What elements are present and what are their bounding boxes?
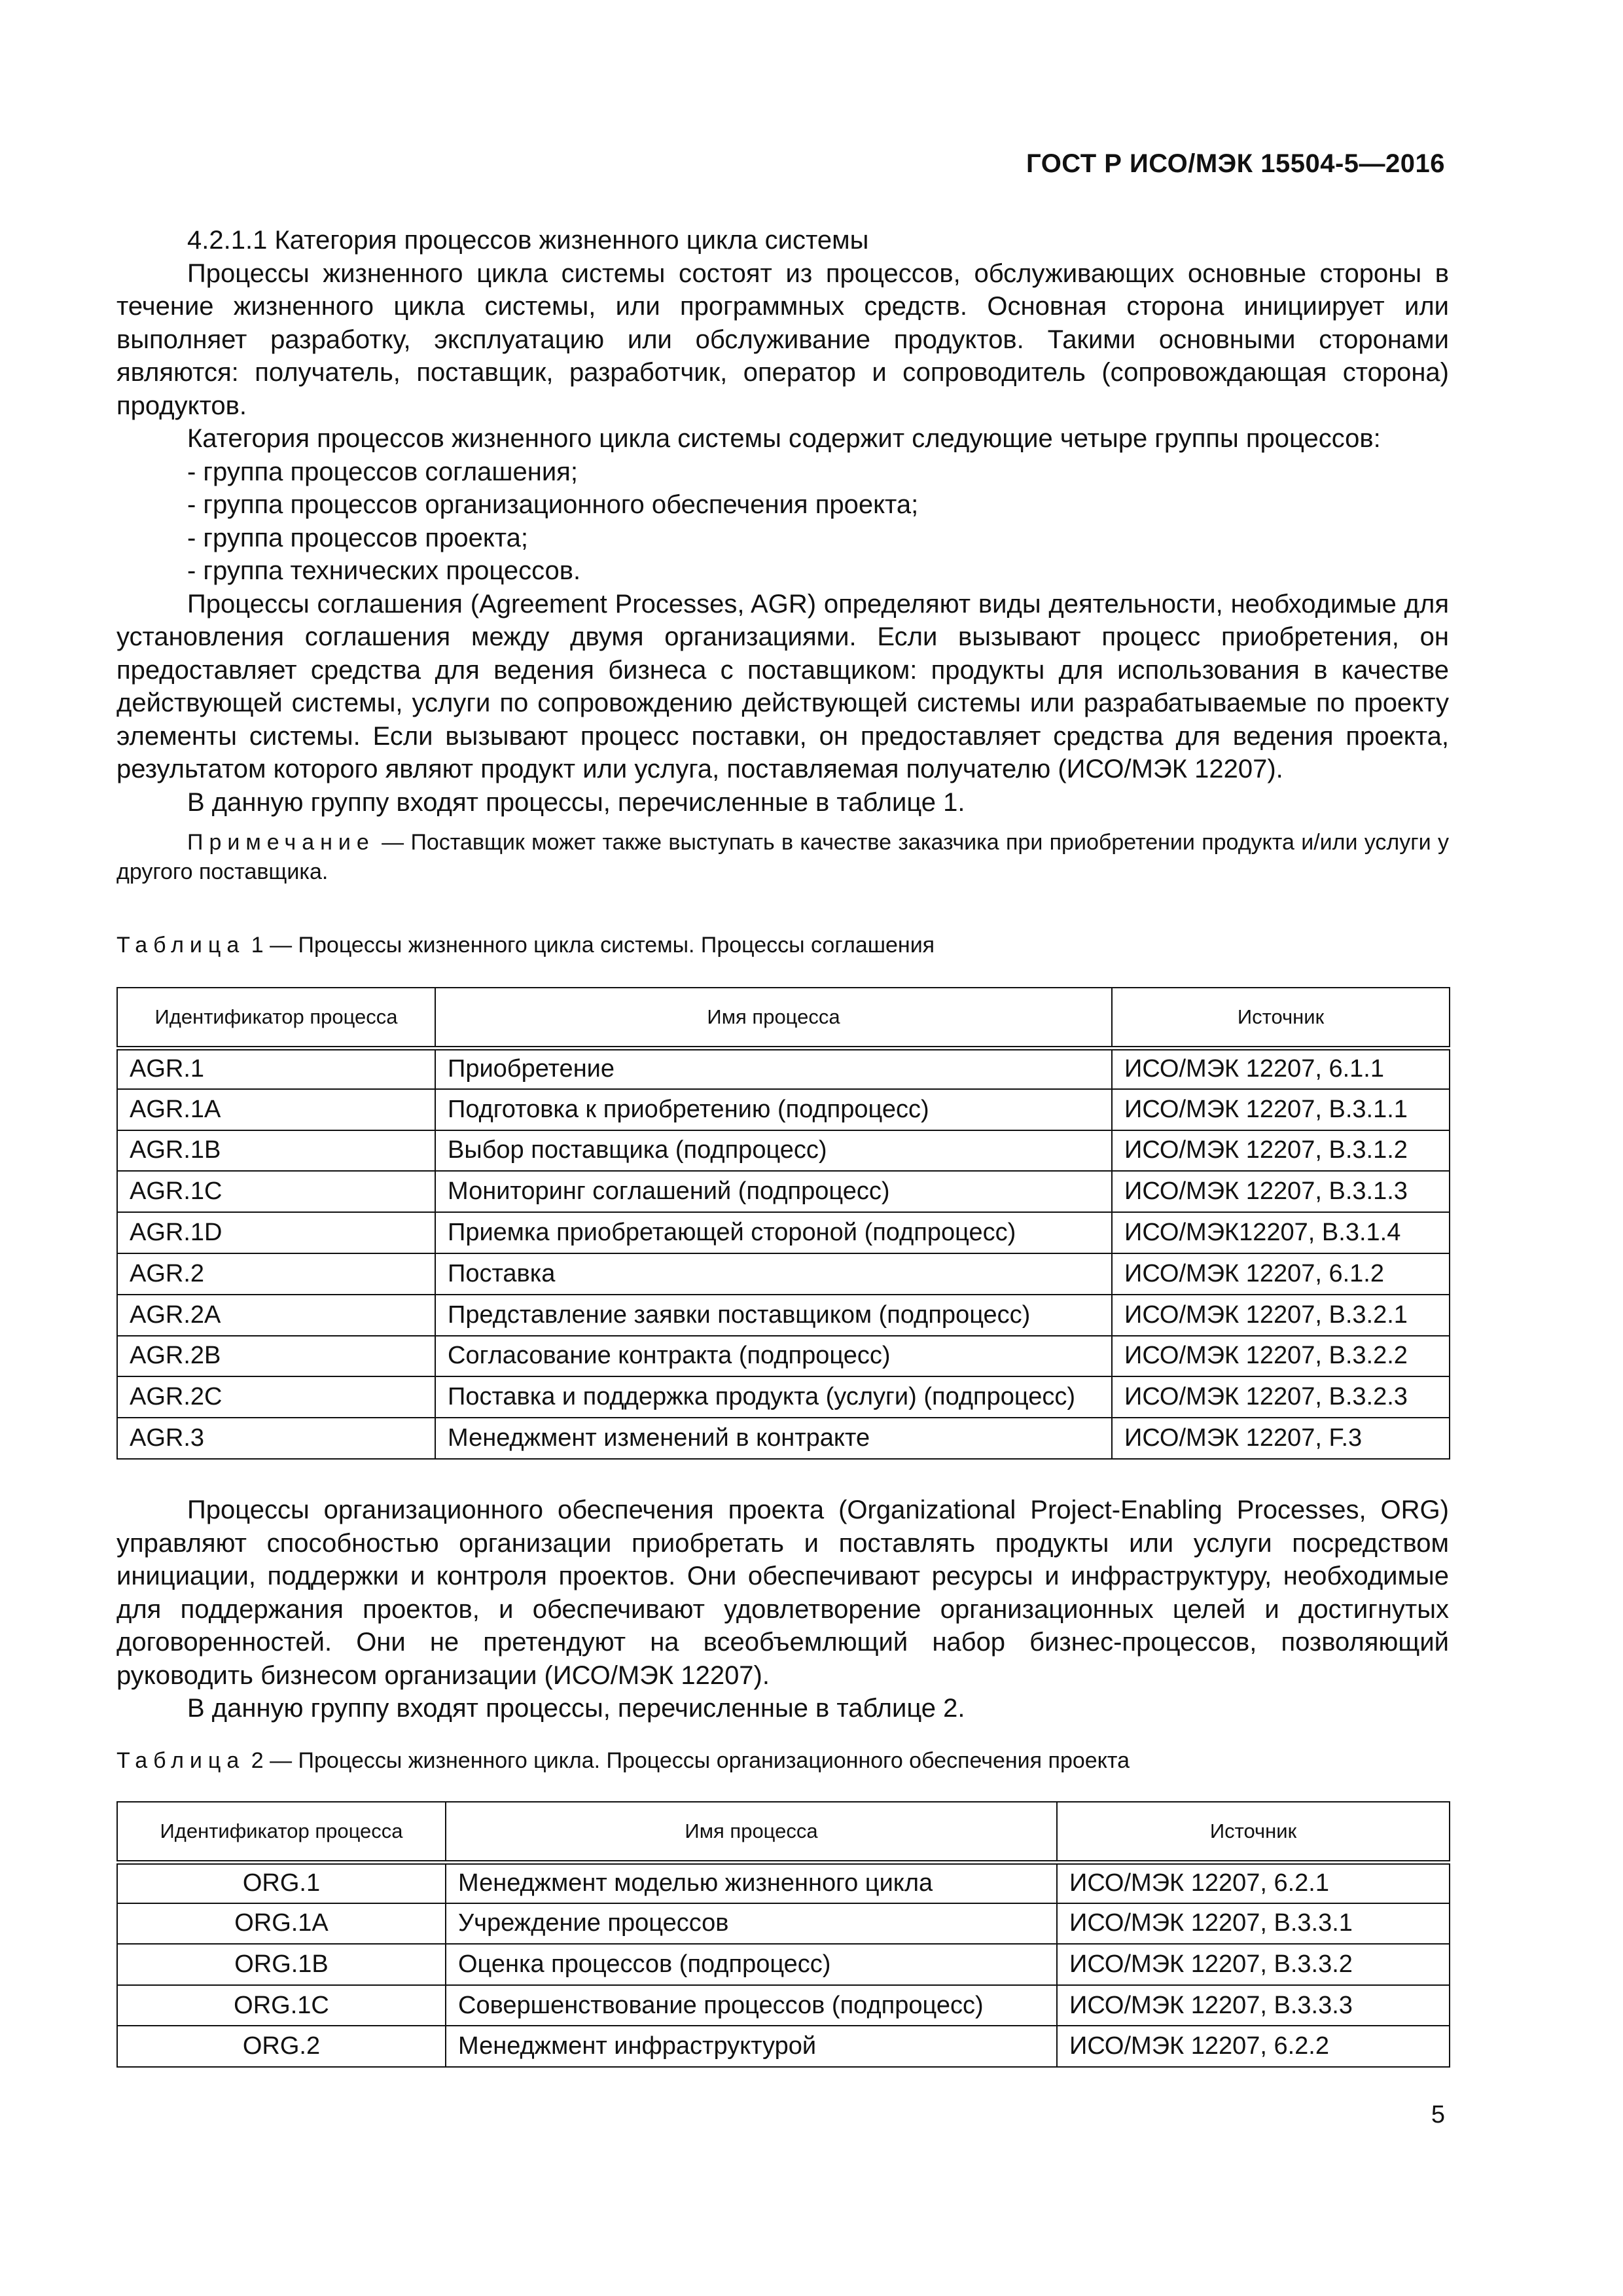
table-cell: ИСО/МЭК 12207, F.3	[1112, 1418, 1450, 1459]
column-header: Источник	[1112, 988, 1450, 1048]
table-cell: Подготовка к приобретению (подпроцесс)	[435, 1089, 1112, 1130]
table-row	[117, 1171, 1450, 1212]
table-cell: Менеджмент изменений в контракте	[435, 1418, 1112, 1459]
table-row	[117, 1336, 1450, 1377]
paragraph: Процессы соглашения (Agreement Processes, AGR) определяют виды деятельности, необходимые для установления соглашения между двумя организациями. Если вызывают процесс приобретения, он предоставляет средства для ведения бизнеса с поставщиком: продукты для использования в качестве действующей системы, услуги по сопровождению действующей системы или разрабатываемые по проекту элементы системы. Если вызывают процесс поставки, он предоставляет средства для ведения проекта, результатом которого являют продукт или услуга, поставляемая получателю (ИСО/МЭК 12207).	[116, 589, 1449, 783]
table-row	[117, 1862, 1450, 1903]
table-cell: Менеджмент моделью жизненного цикла	[446, 1862, 1057, 1903]
table-cell: AGR.2B	[117, 1336, 435, 1377]
table1	[116, 987, 1450, 1460]
table-header-row	[117, 988, 1450, 1048]
document-code: ГОСТ Р ИСО/МЭК 15504-5—2016	[1026, 149, 1445, 178]
table-row	[117, 1253, 1450, 1295]
table-cell: Учреждение процессов	[446, 1903, 1057, 1945]
table-row	[117, 1944, 1450, 1985]
table-cell: ИСО/МЭК 12207, В.3.1.1	[1112, 1089, 1450, 1130]
table-cell: Выбор поставщика (подпроцесс)	[435, 1130, 1112, 1172]
table-row	[117, 1048, 1450, 1089]
table-cell: ИСО/МЭК 12207, 6.1.2	[1112, 1253, 1450, 1295]
list-item: - группа технических процессов.	[187, 556, 581, 585]
paragraph: В данную группу входят процессы, перечисленные в таблице 1.	[187, 787, 965, 817]
table-cell: ИСО/МЭК 12207, В.3.1.3	[1112, 1171, 1450, 1212]
table-cell: ИСО/МЭК 12207, В.3.3.2	[1057, 1944, 1450, 1985]
table-cell: AGR.1B	[117, 1130, 435, 1172]
caption-text: 2 — Процессы жизненного цикла. Процессы организационного обеспечения проекта	[245, 1748, 1130, 1773]
note-text: — Поставщик может также выступать в качестве заказчика при приобретении продукта и/или услуги у другого поставщика.	[116, 830, 1449, 884]
table-row	[117, 1903, 1450, 1945]
table2	[116, 1801, 1450, 2068]
list-item: - группа процессов организационного обеспечения проекта;	[187, 490, 919, 519]
page-number: 5	[1431, 2101, 1445, 2128]
table-cell: ИСО/МЭК 12207, В.3.3.3	[1057, 1985, 1450, 2026]
table-cell: AGR.2C	[117, 1376, 435, 1418]
section-system-lifecycle	[116, 224, 1449, 887]
paragraph: Процессы организационного обеспечения проекта (Organizational Project-Enabling Processes, ORG) управляют способностью организации приобретать и поставлять продукты или услуги посредством инициации, поддержки и контроля проектов. Они обеспечивают ресурсы и инфраструктуру, необходимые для поддержания проектов, и обеспечивают удовлетворение организационных целей и достигнутых договоренностей. Они не претендуют на всеобъемлющий набор бизнес-процессов, позволяющий руководить бизнесом организации (ИСО/МЭК 12207).	[116, 1496, 1449, 1690]
note	[116, 828, 1449, 887]
note-label: Примечание	[187, 830, 375, 855]
column-header: Источник	[1057, 1802, 1450, 1862]
table-row	[117, 1985, 1450, 2026]
table-cell: AGR.1A	[117, 1089, 435, 1130]
table-cell: Совершенствование процессов (подпроцесс)	[446, 1985, 1057, 2026]
table2-caption	[116, 1746, 1130, 1776]
table-cell: ИСО/МЭК 12207, В.3.2.1	[1112, 1295, 1450, 1336]
column-header: Имя процесса	[446, 1802, 1057, 1862]
list-item: - группа процессов проекта;	[187, 523, 528, 552]
table-row	[117, 1212, 1450, 1253]
table-cell: AGR.2A	[117, 1295, 435, 1336]
table-row	[117, 1295, 1450, 1336]
table-row	[117, 1089, 1450, 1130]
caption-label: Таблица	[116, 1748, 245, 1773]
table-row	[117, 1418, 1450, 1459]
table-cell: ORG.1B	[117, 1944, 446, 1985]
table-cell: Менеджмент инфраструктурой	[446, 2026, 1057, 2067]
table-cell: ИСО/МЭК 12207, 6.2.1	[1057, 1862, 1450, 1903]
table-cell: ORG.1C	[117, 1985, 446, 2026]
paragraph: Процессы жизненного цикла системы состоят из процессов, обслуживающих основные стороны в течение жизненного цикла системы, или программных средств. Основная сторона инициирует или выполняет разработку, эксплуатацию или обслуживание продуктов. Такими основными сторонами являются: получатель, поставщик, разработчик, оператор и сопроводитель (сопровождающая сторона) продуктов.	[116, 259, 1449, 420]
table-cell: ORG.2	[117, 2026, 446, 2067]
table-cell: ORG.1	[117, 1862, 446, 1903]
table-cell: AGR.3	[117, 1418, 435, 1459]
table-cell: Представление заявки поставщиком (подпроцесс)	[435, 1295, 1112, 1336]
table-cell: AGR.2	[117, 1253, 435, 1295]
table-cell: Поставка	[435, 1253, 1112, 1295]
table-row	[117, 1376, 1450, 1418]
table-cell: AGR.1D	[117, 1212, 435, 1253]
caption-label: Таблица	[116, 933, 245, 958]
column-header: Имя процесса	[435, 988, 1112, 1048]
table-cell: ORG.1A	[117, 1903, 446, 1945]
section-org-processes	[116, 1494, 1449, 1725]
table-cell: AGR.1	[117, 1048, 435, 1089]
table-cell: Согласование контракта (подпроцесс)	[435, 1336, 1112, 1377]
table-cell: Мониторинг соглашений (подпроцесс)	[435, 1171, 1112, 1212]
table-cell: ИСО/МЭК 12207, В.3.2.3	[1112, 1376, 1450, 1418]
column-header: Идентификатор процесса	[117, 988, 435, 1048]
table-cell: ИСО/МЭК 12207, В.3.2.2	[1112, 1336, 1450, 1377]
caption-text: 1 — Процессы жизненного цикла системы. Процессы соглашения	[245, 933, 935, 958]
table-cell: ИСО/МЭК12207, В.3.1.4	[1112, 1212, 1450, 1253]
table-cell: ИСО/МЭК 12207, В.3.1.2	[1112, 1130, 1450, 1172]
table-cell: Приобретение	[435, 1048, 1112, 1089]
table1-caption	[116, 931, 935, 960]
table-row	[117, 1130, 1450, 1172]
paragraph: Категория процессов жизненного цикла системы содержит следующие четыре группы процессов:	[187, 424, 1381, 453]
table-header-row	[117, 1802, 1450, 1862]
table-cell: Оценка процессов (подпроцесс)	[446, 1944, 1057, 1985]
paragraph: В данную группу входят процессы, перечисленные в таблице 2.	[187, 1694, 965, 1723]
table-cell: ИСО/МЭК 12207, 6.1.1	[1112, 1048, 1450, 1089]
table-cell: ИСО/МЭК 12207, В.3.3.1	[1057, 1903, 1450, 1945]
table-cell: ИСО/МЭК 12207, 6.2.2	[1057, 2026, 1450, 2067]
table-row	[117, 2026, 1450, 2067]
table-cell: AGR.1C	[117, 1171, 435, 1212]
table-cell: Поставка и поддержка продукта (услуги) (подпроцесс)	[435, 1376, 1112, 1418]
list-item: - группа процессов соглашения;	[187, 457, 578, 486]
section-heading: 4.2.1.1 Категория процессов жизненного цикла системы	[187, 226, 869, 255]
table-cell: Приемка приобретающей стороной (подпроцесс)	[435, 1212, 1112, 1253]
column-header: Идентификатор процесса	[117, 1802, 446, 1862]
